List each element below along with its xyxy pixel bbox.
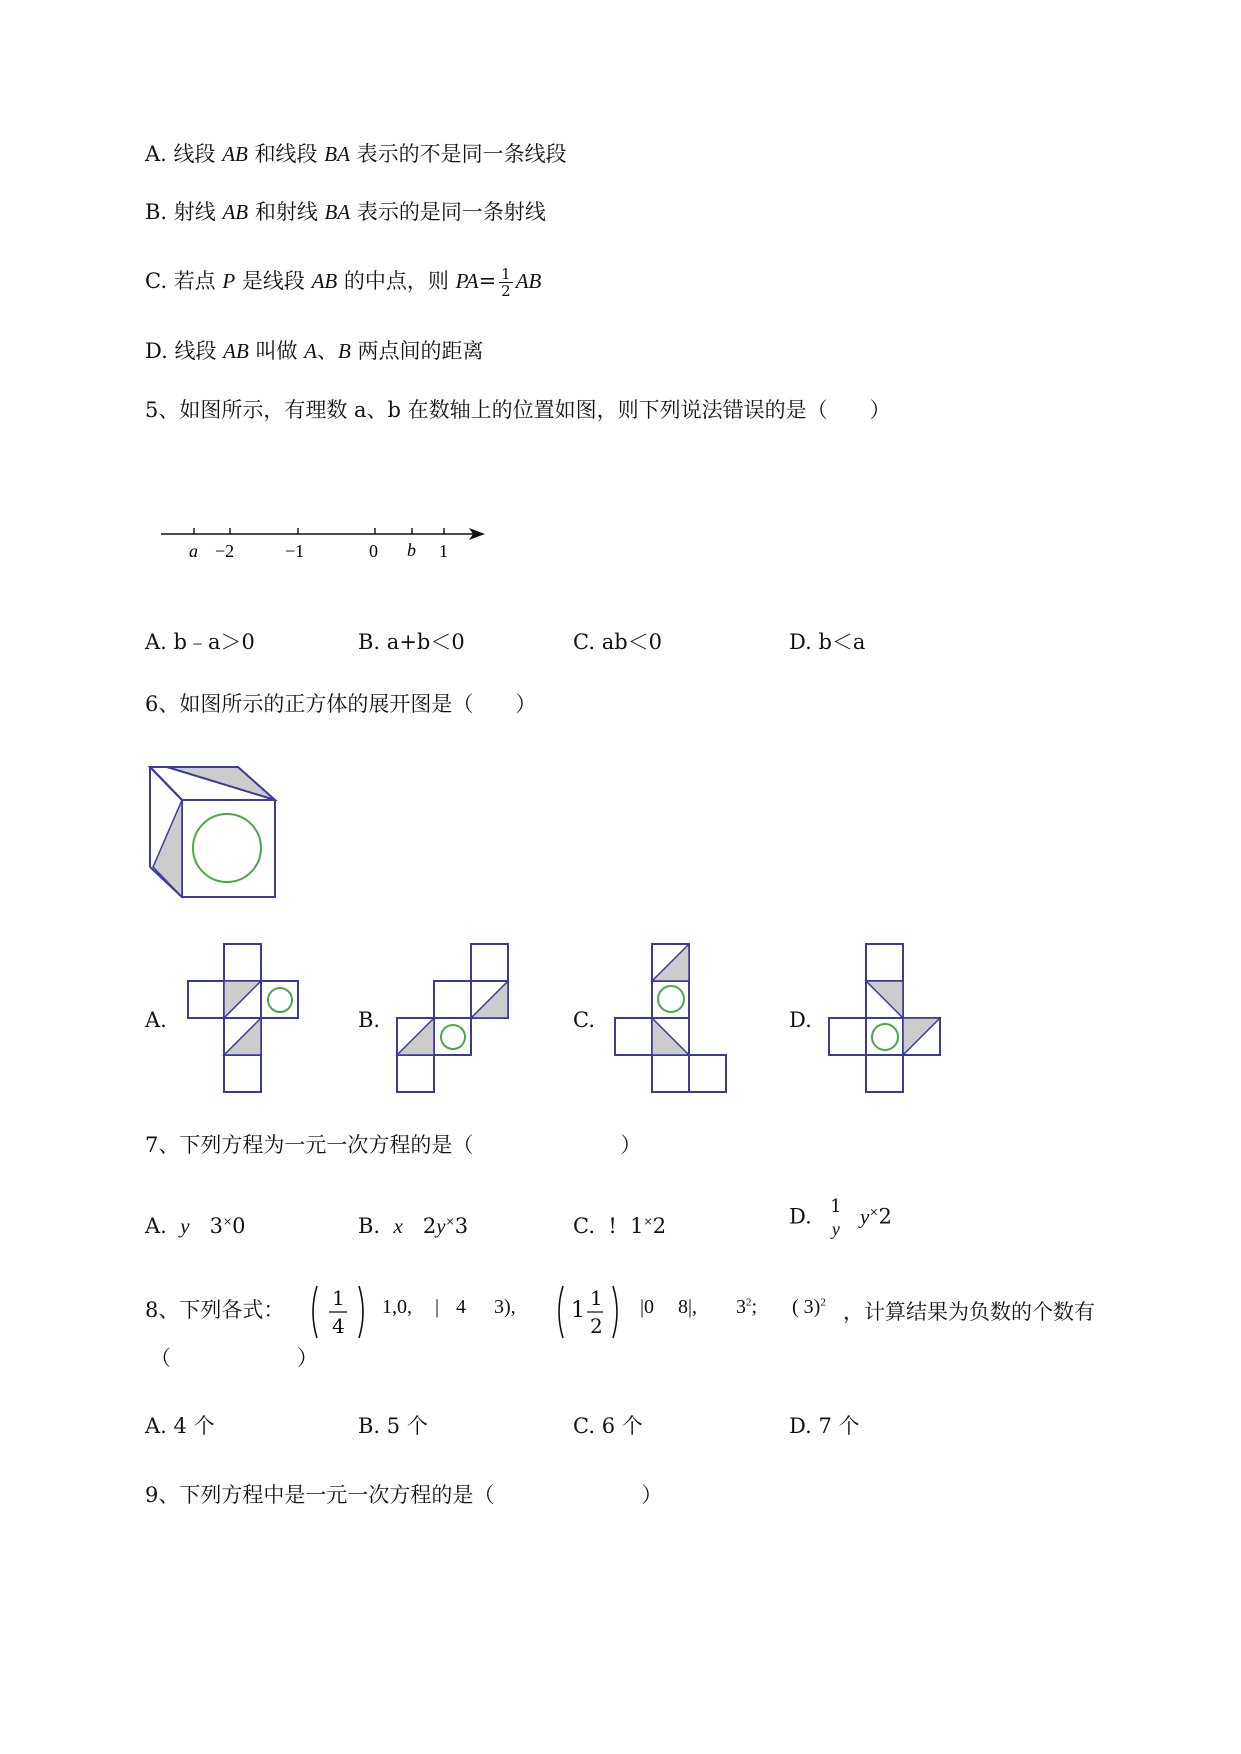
q4-option-a: A. 线段 AB 和线段 BA 表示的不是同一条线段 [145,142,567,166]
cube-net-a [180,940,304,1098]
q7-option-d: D. 1 y y×2 [789,1196,892,1239]
cube-figure [145,762,285,900]
q8-stem-end: ，计算结果为负数的个数有 [843,1300,1095,1324]
q6-stem: 6、如图所示的正方体的展开图是（ ） [145,692,537,716]
q8-term-4: |0 [640,1296,655,1318]
q6-option-d-label: D. [789,1008,812,1032]
q6-option-c-label: C. [573,1008,595,1032]
q8-term-7: ( 3)$^2$ [792,1296,826,1318]
q9-stem: 9、下列方程中是一元一次方程的是（ ） [145,1483,663,1507]
q7-option-b: B. x 2y×3 [358,1214,469,1238]
q8-term-2: 4 [456,1296,466,1318]
cube-net-c [608,940,732,1098]
q8-option-b: B. 5 个 [358,1414,428,1438]
q8-abs-bar: | [435,1296,440,1318]
q8-paren-fraction-quarter: 1 4 [307,1282,369,1342]
q4-option-d: D. 线段 AB 叫做 A、B 两点间的距离 [145,339,484,363]
q8-term-1: 1,0, [382,1296,412,1318]
q5-option-d: D. b＜a [789,630,866,654]
q8-term-3: 3), [494,1296,516,1318]
fraction-one-half: $\frac{1}{2}$ [501,265,511,300]
q4-option-b: B. 射线 AB 和射线 BA 表示的是同一条射线 [145,200,546,224]
q8-term-5: 8|, [678,1296,698,1318]
q8-paren-mixed-fraction: 1 1 2 [553,1282,625,1342]
q7-option-c: C. ! 1×2 [573,1214,667,1238]
q5-option-a: A. b﹣a＞0 [145,630,255,654]
q6-option-a-label: A. [145,1008,167,1032]
q4-option-c: C. 若点 P 是线段 AB 的中点，则 PA= $\frac{1}{2}$ AB [145,265,542,300]
axis-label-zero: 0 [369,541,378,561]
q8-option-c: C. 6 个 [573,1414,643,1438]
axis-label-neg1: −1 [285,541,305,561]
fraction-one-over-y: 1 y [830,1196,842,1239]
cube-net-d [822,940,946,1098]
q6-option-b-label: B. [358,1008,381,1032]
number-line-figure [155,515,495,565]
q5-option-c: C. ab＜0 [573,630,663,654]
q8-term-6: $3^2$; [736,1296,758,1318]
q8-stem-start: 8、下列各式： [145,1298,285,1322]
axis-label-one: 1 [439,541,448,561]
q7-option-a: A. y 3×0 [145,1214,246,1238]
axis-label-b: b [407,540,416,560]
q5-option-b: B. a+b＜0 [358,630,465,654]
q8-option-d: D. 7 个 [789,1414,860,1438]
axis-label-a: a [189,541,198,561]
q7-stem: 7、下列方程为一元一次方程的是（ ） [145,1133,642,1157]
q5-stem: 5、如图所示，有理数 a、b 在数轴上的位置如图，则下列说法错误的是（ ） [145,398,891,422]
cube-net-b [393,940,517,1098]
q8-answer-paren: （ ） [150,1346,318,1370]
q8-option-a: A. 4 个 [145,1414,215,1438]
axis-label-neg2: −2 [215,541,235,561]
